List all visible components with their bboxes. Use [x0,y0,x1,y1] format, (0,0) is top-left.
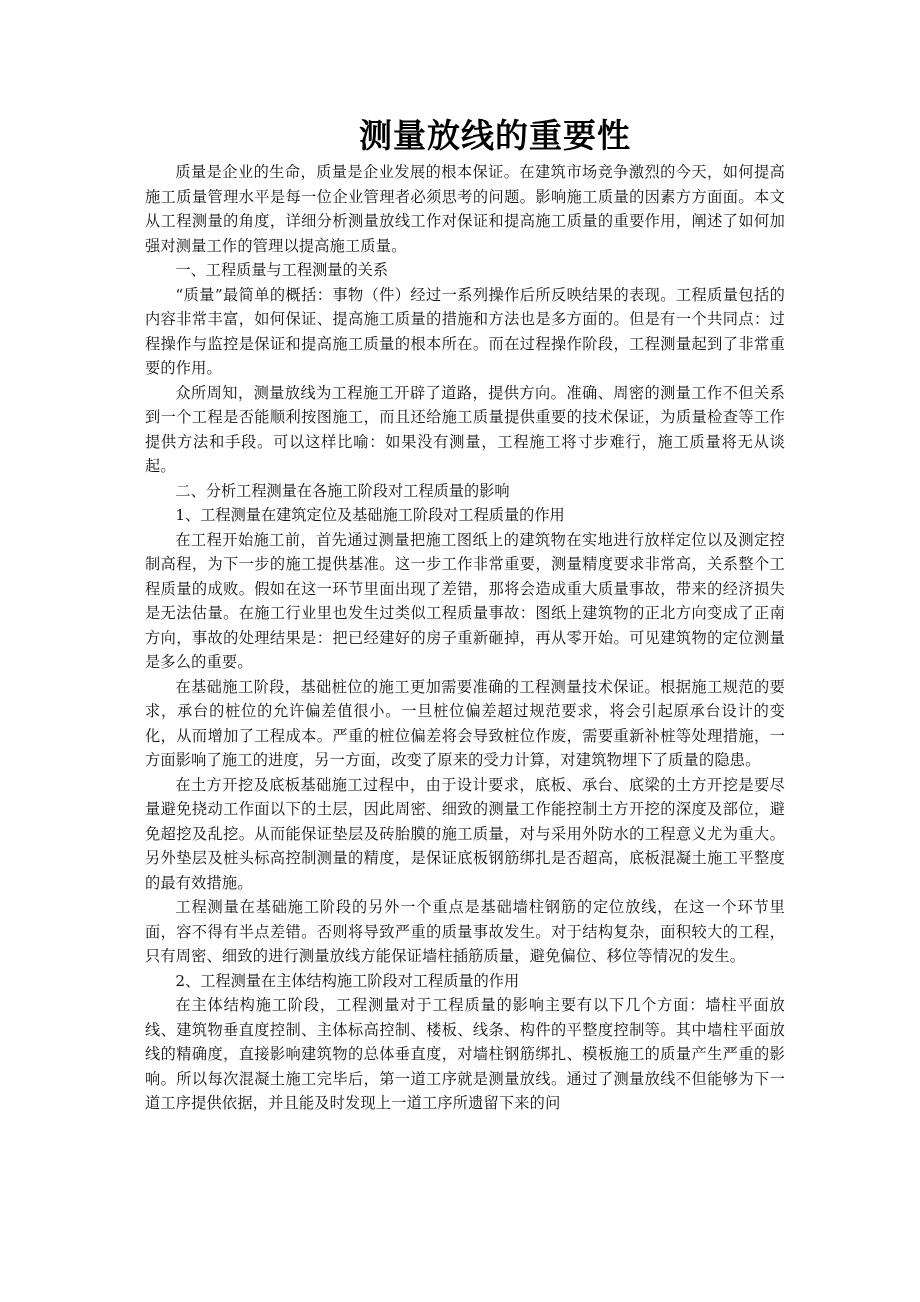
paragraph: 在工程开始施工前，首先通过测量把施工图纸上的建筑物在实地进行放样定位以及测定控制高程，为下一步的施工提供基准。这一步工作非常重要，测量精度要求非常高，关系整个工程质量的成败。假如在这一环节里面出现了差错，那将会造成重大质量事故，带来的经济损失是无法估量。在施工行业里也发生过类似工程质量事故：图纸上建筑物的正北方向变成了正南方向，事故的处理结果是：把已经建好的房子重新砸掉，再从零开始。可见建筑物的定位测量是多么的重要。 [145,530,785,671]
document-title: 测量放线的重要性 [359,116,631,155]
paragraph: 在基础施工阶段，基础桩位的施工更加需要准确的工程测量技术保证。根据施工规范的要求，承台的桩位的允许偏差值很小。一旦桩位偏差超过规范要求，将会引起原承台设计的变化，从而增加了工程成本。严重的桩位偏差将会导致桩位作废，需要重新补桩等处理措施，一方面影响了施工的进度，另一方面，改变了原来的受力计算，对建筑物埋下了质量的隐患。 [145,677,785,769]
section-heading: 2、工程测量在主体结构施工阶段对工程质量的作用 [175,971,520,990]
paragraph: 在主体结构施工阶段，工程测量对于工程质量的影响主要有以下几个方面：墙柱平面放线、建筑物垂直度控制、主体标高控制、楼板、线条、构件的平整度控制等。其中墙柱平面放线的精确度，直接影响建筑物的总体垂直度，对墙柱钢筋绑扎、模板施工的质量产生严重的影响。所以每次混凝土施工完毕后，第一道工序就是测量放线。通过了测量放线不但能够为下一道工序提供依据，并且能及时发现上一道工序所遗留下来的问 [145,996,785,1112]
document-body [145,160,785,1116]
section-heading: 一、工程质量与工程测量的关系 [175,261,389,279]
paragraph: 工程测量在基础施工阶段的另外一个重点是基础墙柱钢筋的定位放线，在这一个环节里面，容不得有半点差错。否则将导致严重的质量事故发生。对于结构复杂，面积较大的工程，只有周密、细致的进行测量放线方能保证墙柱插筋质量，避免偏位、移位等情况的发生。 [145,898,785,965]
paragraph: 质量是企业的生命，质量是企业发展的根本保证。在建筑市场竞争激烈的今天，如何提高施工质量管理水平是每一位企业管理者必须思考的问题。影响施工质量的因素方方面面。本文从工程测量的角度，详细分析测量放线工作对保证和提高施工质量的重要作用，阐述了如何加强对测量工作的管理以提高施工质量。 [145,163,785,255]
paragraph: 众所周知，测量放线为工程施工开辟了道路，提供方向。准确、周密的测量工作不但关系到一个工程是否能顺利按图施工，而且还给施工质量提供重要的技术保证，为质量检查等工作提供方法和手段。可以这样比喻：如果没有测量，工程施工将寸步难行，施工质量将无从谈起。 [145,383,785,475]
paragraph: 在土方开挖及底板基础施工过程中，由于设计要求，底板、承台、底梁的土方开挖是要尽量避免挠动工作面以下的土层，因此周密、细致的测量工作能控制土方开挖的深度及部位，避免超挖及乱挖。从而能保证垫层及砖胎膜的施工质量，对与采用外防水的工程意义尤为重大。另外垫层及桩头标高控制测量的精度，是保证底板钢筋绑扎是否超高，底板混凝土施工平整度的最有效措施。 [145,775,785,892]
paragraph: “质量”最简单的概括：事物（件）经过一系列操作后所反映结果的表现。工程质量包括的内容非常丰富，如何保证、提高施工质量的措施和方法也是多方面的。但是有一个共同点：过程操作与监控是保证和提高施工质量的根本所在。而在过程操作阶段，工程测量起到了非常重要的作用。 [145,285,785,377]
section-heading: 1、工程测量在建筑定位及基础施工阶段对工程质量的作用 [175,506,565,524]
document-page [145,112,785,1116]
section-heading: 二、分析工程测量在各施工阶段对工程质量的影响 [175,481,510,500]
